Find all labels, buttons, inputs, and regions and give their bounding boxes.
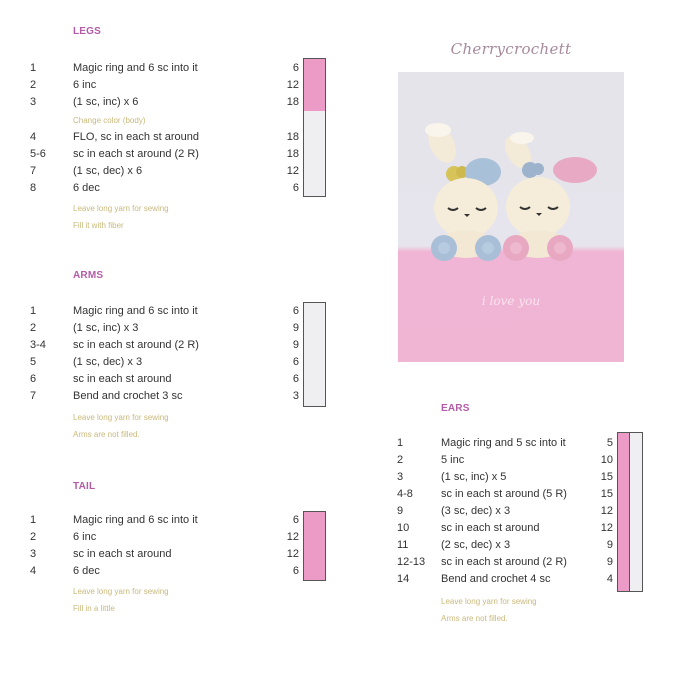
legs-color-bar [303,58,326,197]
round-instruction: (1 sc, inc) x 6 [73,96,139,108]
stitch-count: 5 [606,437,613,449]
arms-note: Arms are not filled. [73,430,140,439]
ears-row [397,503,617,520]
stitch-count: 3 [292,390,299,402]
round-instruction: FLO, sc in each st around [73,131,199,143]
pink-inner-ear-segment [618,433,630,591]
tail-note: Leave long yarn for sewing [73,587,169,596]
photo-caption: i love you [481,294,541,308]
round-number: 10 [397,522,410,534]
round-number: 4 [30,565,37,577]
round-instruction: Magic ring and 6 sc into it [73,514,198,526]
stitch-count: 9 [292,322,299,334]
round-number: 1 [397,437,404,449]
stitch-count: 12 [286,79,299,91]
round-number: 12-13 [397,556,426,568]
round-number: 6 [30,373,37,385]
tail-row [30,563,330,580]
arms-row [30,320,330,337]
stitch-count: 15 [600,471,613,483]
tail-color-bar [303,511,326,581]
round-number: 4 [30,131,37,143]
stitch-count: 6 [292,514,299,526]
round-number: 5 [30,356,37,368]
round-instruction: sc in each st around (2 R) [441,556,567,568]
round-instruction: 6 dec [73,565,100,577]
round-instruction: 6 dec [73,182,100,194]
round-instruction: sc in each st around (2 R) [73,148,199,160]
brand-name: Cherrycrochett [450,40,572,58]
stitch-count: 6 [292,565,299,577]
round-instruction: (1 sc, dec) x 3 [73,356,143,368]
tail-row [30,512,330,529]
round-instruction: sc in each st around [73,373,172,385]
ears-note: Arms are not filled. [441,614,508,623]
round-instruction: 6 inc [73,79,97,91]
arms-row [30,354,330,371]
round-instruction: 6 inc [73,531,97,543]
stitch-count: 12 [286,531,299,543]
round-number: 2 [30,322,37,334]
round-instruction: sc in each st around [73,548,172,560]
tail-row [30,529,330,546]
round-number: 2 [397,454,404,466]
round-number: 3-4 [30,339,46,351]
color-change-note: Change color (body) [73,116,146,125]
round-number: 7 [30,390,37,402]
ears-row [397,435,617,452]
ears-title: EARS [441,403,470,414]
round-instruction: 5 inc [441,454,465,466]
legs-row [30,180,330,197]
stitch-count: 12 [286,165,299,177]
round-number: 1 [30,514,37,526]
legs-note: Leave long yarn for sewing [73,204,169,213]
tail-title: TAIL [73,481,96,492]
legs-row [30,163,330,180]
round-number: 14 [397,573,410,585]
round-number: 9 [397,505,404,517]
round-instruction: (3 sc, dec) x 3 [441,505,511,517]
left-bunny-icon [423,121,501,261]
legs-title: LEGS [73,26,102,37]
round-number: 11 [397,539,409,551]
round-number: 3 [30,548,37,560]
body-outer-ear-segment [630,433,642,591]
legs-note: Fill it with fiber [73,221,124,230]
round-instruction: (1 sc, inc) x 3 [73,322,139,334]
amigurumi-photo [398,72,624,362]
arms-row [30,388,330,405]
stitch-count: 12 [286,548,299,560]
arms-row [30,337,330,354]
stitch-count: 9 [292,339,299,351]
round-number: 2 [30,79,37,91]
legs-row [30,146,330,163]
round-number: 2 [30,531,37,543]
legs-row [30,129,330,146]
stitch-count: 9 [606,556,613,568]
round-instruction: sc in each st around [441,522,540,534]
round-number: 3 [30,96,37,108]
stitch-count: 12 [600,522,613,534]
stitch-count: 9 [606,539,613,551]
round-instruction: sc in each st around (2 R) [73,339,199,351]
ears-note: Leave long yarn for sewing [441,597,537,606]
arms-note: Leave long yarn for sewing [73,413,169,422]
ears-color-bar [617,432,643,592]
round-instruction: Magic ring and 6 sc into it [73,62,198,74]
stitch-count: 18 [286,96,299,108]
round-number: 1 [30,305,37,317]
stitch-count: 6 [292,356,299,368]
ears-row [397,452,617,469]
stitch-count: 6 [292,62,299,74]
ears-row [397,520,617,537]
round-instruction: Magic ring and 6 sc into it [73,305,198,317]
stitch-count: 6 [292,373,299,385]
stitch-count: 6 [292,305,299,317]
stitch-count: 10 [600,454,613,466]
round-number: 3 [397,471,404,483]
stitch-count: 6 [292,182,299,194]
right-bunny-icon [499,131,597,261]
stitch-count: 15 [600,488,613,500]
round-number: 1 [30,62,37,74]
round-instruction: (1 sc, inc) x 5 [441,471,507,483]
tail-note: Fill in a little [73,604,115,613]
legs-row [30,60,330,77]
round-instruction: Bend and crochet 3 sc [73,390,183,402]
round-number: 5-6 [30,148,46,160]
round-number: 4-8 [397,488,413,500]
legs-row [30,77,330,94]
round-instruction: (2 sc, dec) x 3 [441,539,511,551]
round-instruction: Bend and crochet 4 sc [441,573,551,585]
round-instruction: (1 sc, dec) x 6 [73,165,143,177]
round-instruction: Magic ring and 5 sc into it [441,437,566,449]
stitch-count: 18 [286,131,299,143]
stitch-count: 18 [286,148,299,160]
arms-row [30,303,330,320]
arms-color-bar [303,302,326,407]
arms-row [30,371,330,388]
ears-row [397,571,617,588]
tail-row [30,546,330,563]
bunnies-illustration [398,72,624,362]
round-number: 8 [30,182,37,194]
ears-row [397,469,617,486]
stitch-count: 4 [606,573,613,585]
round-number: 7 [30,165,37,177]
ears-row [397,554,617,571]
arms-title: ARMS [73,270,104,281]
legs-row [30,94,330,111]
pink-yarn-segment [304,59,325,111]
stitch-count: 12 [600,505,613,517]
ears-row [397,537,617,554]
round-instruction: sc in each st around (5 R) [441,488,567,500]
ears-row [397,486,617,503]
